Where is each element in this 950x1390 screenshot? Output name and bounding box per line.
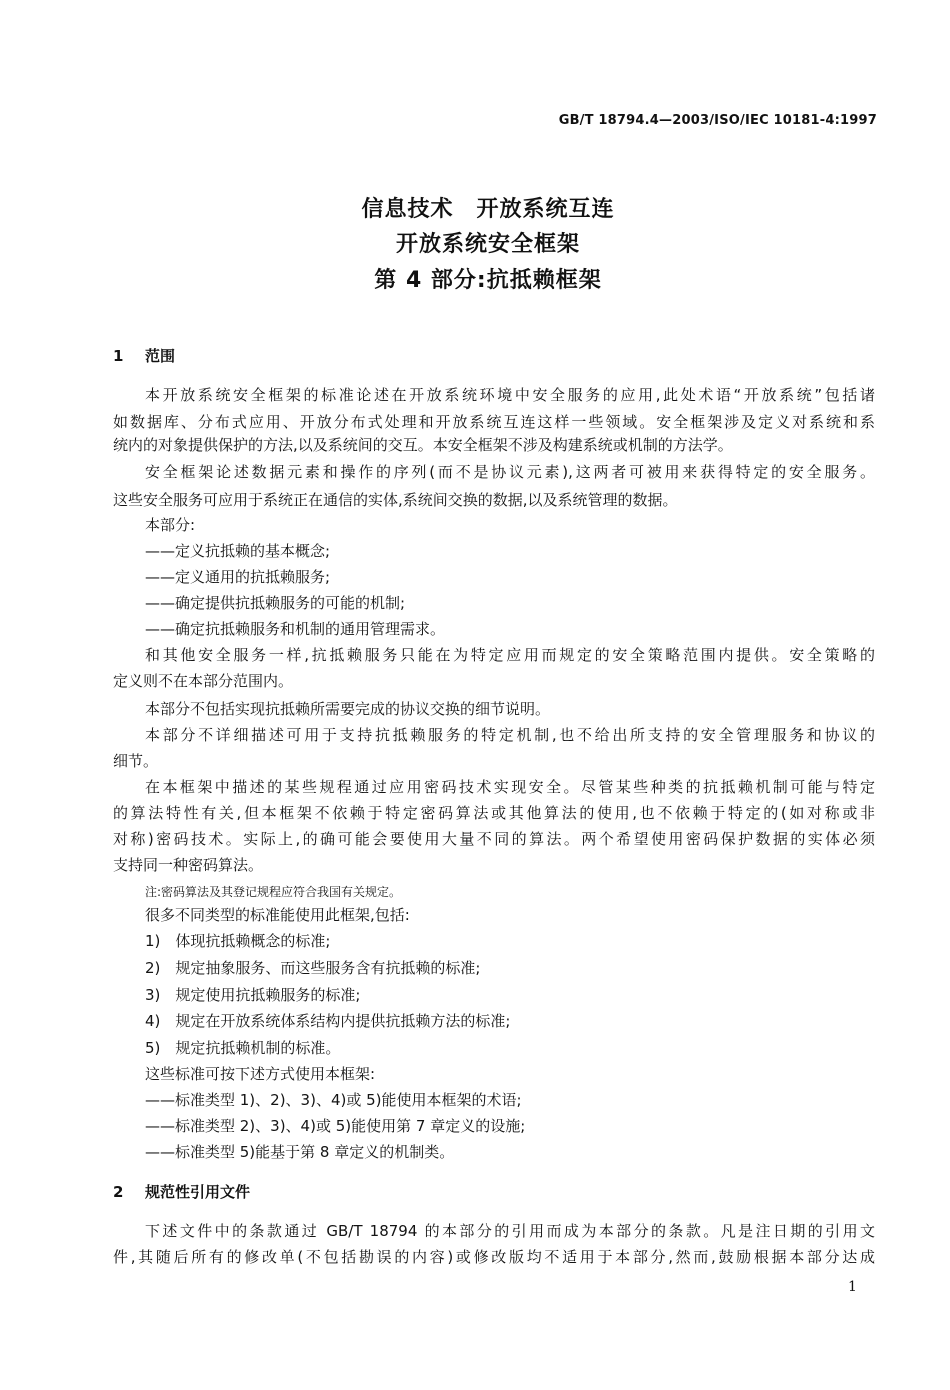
body-line: 对称)密码技术。实际上,的确可能会要使用大量不同的算法。两个希望使用密码保护数据的实体必须 [113, 830, 875, 848]
section-1-heading [113, 346, 175, 366]
page-number: 1 [848, 1279, 857, 1295]
section-2-number: 2 [113, 1183, 124, 1201]
section-1-title: 范围 [145, 347, 176, 365]
body-line: 本部分: [145, 516, 196, 534]
body-line: 这些标准可按下述方式使用本框架: [145, 1065, 376, 1083]
title-line-3: 第 4 部分:抗抵赖框架 [374, 268, 602, 293]
section-1-number: 1 [113, 347, 124, 365]
body-line: 统内的对象提供保护的方法,以及系统间的交互。本安全框架不涉及构建系统或机制的方法学。 [113, 436, 733, 454]
section-2-title: 规范性引用文件 [145, 1183, 251, 1201]
list-item: ——标准类型 2)、3)、4)或 5)能使用第 7 章定义的设施; [145, 1117, 526, 1135]
body-line: 细节。 [113, 752, 159, 770]
standard-code-header: GB/T 18794.4—2003/ISO/IEC 10181-4:1997 [558, 113, 877, 128]
list-item: 2) 规定抽象服务、而这些服务含有抗抵赖的标准; [145, 959, 481, 977]
body-line: 本部分不详细描述可用于支持抗抵赖服务的特定机制,也不给出所支持的安全管理服务和协议的 [145, 726, 875, 744]
title-line-1: 信息技术 开放系统互连 [361, 197, 615, 222]
list-item: 4) 规定在开放系统体系结构内提供抗抵赖方法的标准; [145, 1012, 511, 1030]
body-line: 如数据库、分布式应用、开放分布式处理和开放系统互连这样一些领域。安全框架涉及定义对系统和系 [113, 413, 875, 431]
list-item: ——定义抗抵赖的基本概念; [145, 542, 331, 560]
body-line: 支持同一种密码算法。 [113, 856, 264, 874]
body-line: 件,其随后所有的修改单(不包括勘误的内容)或修改版均不适用于本部分,然而,鼓励根据本部分达成 [113, 1248, 875, 1266]
body-line: 和其他安全服务一样,抗抵赖服务只能在为特定应用而规定的安全策略范围内提供。安全策略的 [145, 646, 875, 664]
list-item: ——确定抗抵赖服务和机制的通用管理需求。 [145, 620, 446, 638]
body-line: 定义则不在本部分范围内。 [113, 672, 294, 690]
body-line: 下述文件中的条款通过 GB/T 18794 的本部分的引用而成为本部分的条款。凡是注日期的引用文 [145, 1222, 875, 1240]
list-item: ——标准类型 5)能基于第 8 章定义的机制类。 [145, 1143, 455, 1161]
section-2-heading [113, 1182, 250, 1202]
body-line: 的算法特性有关,但本框架不依赖于特定密码算法或其他算法的使用,也不依赖于特定的(如对称或非 [113, 804, 875, 822]
list-item: ——确定提供抗抵赖服务的可能的机制; [145, 594, 406, 612]
body-line: 本开放系统安全框架的标准论述在开放系统环境中安全服务的应用,此处术语“开放系统”包括诸 [145, 386, 875, 404]
body-line: 本部分不包括实现抗抵赖所需要完成的协议交换的细节说明。 [145, 700, 551, 718]
list-item: 5) 规定抗抵赖机制的标准。 [145, 1039, 341, 1057]
list-item: 3) 规定使用抗抵赖服务的标准; [145, 986, 361, 1004]
title-line-2: 开放系统安全框架 [395, 232, 580, 257]
list-item: ——标准类型 1)、2)、3)、4)或 5)能使用本框架的术语; [145, 1091, 522, 1109]
list-item: ——定义通用的抗抵赖服务; [145, 568, 331, 586]
body-line: 这些安全服务可应用于系统正在通信的实体,系统间交换的数据,以及系统管理的数据。 [113, 491, 678, 509]
note: 注:密码算法及其登记规程应符合我国有关规定。 [145, 885, 402, 899]
body-line: 安全框架论述数据元素和操作的序列(而不是协议元素),这两者可被用来获得特定的安全服务。 [145, 463, 875, 481]
body-line: 很多不同类型的标准能使用此框架,包括: [145, 906, 410, 924]
body-line: 在本框架中描述的某些规程通过应用密码技术实现安全。尽管某些种类的抗抵赖机制可能与特定 [145, 778, 875, 796]
list-item: 1) 体现抗抵赖概念的标准; [145, 932, 331, 950]
